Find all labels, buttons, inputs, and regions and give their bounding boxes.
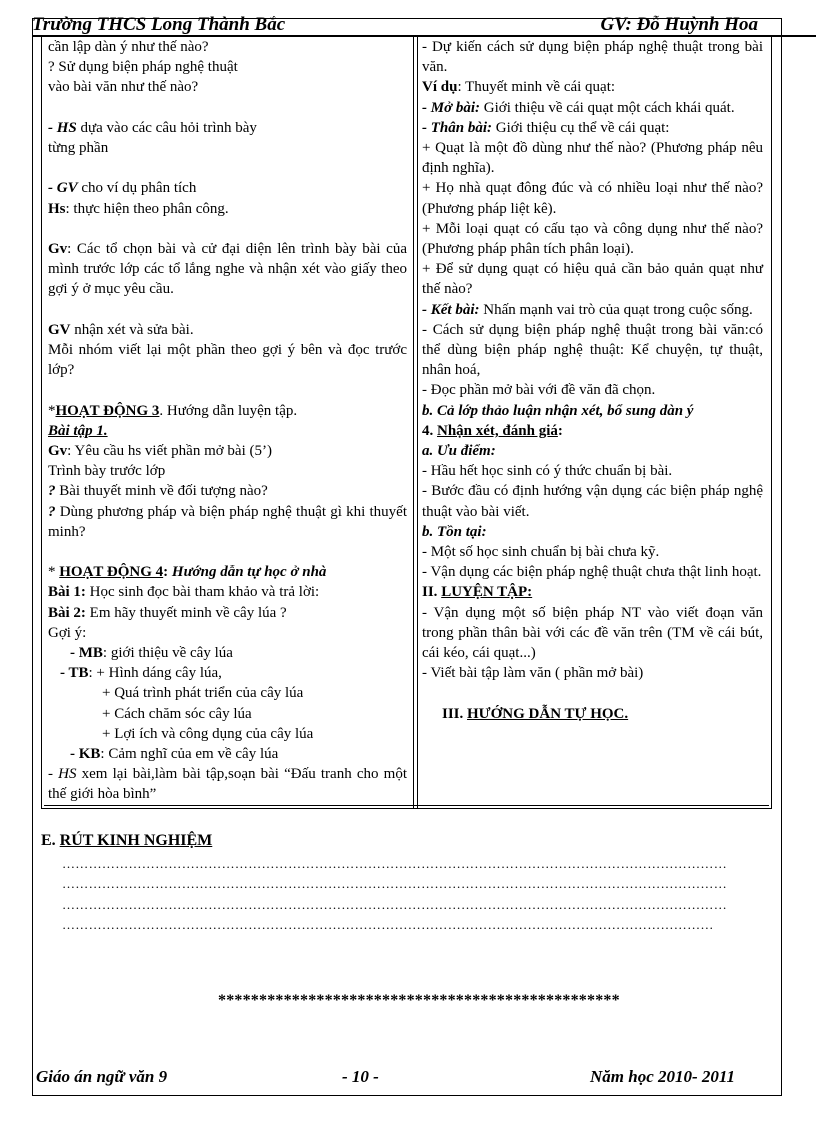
text-line: Hs: thực hiện theo phân công. (48, 200, 229, 217)
practice-heading: II. LUYỆN TẬP: (422, 584, 533, 601)
paragraph: Mỗi nhóm viết lại một phần theo gợi ý bên và đọc trước lớp? (48, 341, 407, 379)
text-line: - Thân bài: Giới thiệu cụ thể về cái quạt: (422, 119, 670, 136)
text-line: + Lợi ích và công dụng của cây lúa (102, 725, 314, 742)
footer-page-number: - 10 - (342, 1067, 379, 1086)
experience-heading: E. RÚT KINH NGHIỆM (41, 832, 213, 849)
evaluation-heading: 4. Nhận xét, đánh giá: (422, 422, 563, 439)
blank-line: …………………………………………………………………………………………………………………………………… (62, 897, 727, 912)
text-line: Gv: Yêu cầu hs viết phần mở bài (5’) (48, 442, 272, 459)
activity-3-heading: *HOẠT ĐỘNG 3. Hướng dẫn luyện tập. (48, 402, 298, 419)
text-line: Gợi ý: (48, 624, 87, 641)
paragraph: - Bước đầu có định hướng vận dụng các biện pháp nghệ thuật vào bài viết. (422, 483, 763, 520)
text-line: vào bài văn như thế nào? (48, 79, 199, 96)
paragraph: - Vận dụng một số biện pháp NT vào viết đoạn văn trong phần thân bài với các đề văn trên (TM về cái bút, cái kéo, cái quạt...) (422, 604, 763, 662)
text-line: Trình bày trước lớp (48, 463, 166, 480)
paragraph: - Kết bài: Nhấn mạnh vai trò của quạt trong cuộc sống. (422, 301, 753, 318)
text-line: b. Cả lớp thảo luận nhận xét, bổ sung dàn ý (422, 402, 694, 419)
blank-line: …………………………………………………………………………………………………………………………………… (62, 856, 727, 871)
teacher-activity-column (42, 36, 414, 808)
paragraph: ? Dùng phương pháp và biện pháp nghệ thuật gì khi thuyết minh? (48, 503, 407, 540)
self-study-heading: III. HƯỚNG DẪN TỰ HỌC. (442, 705, 629, 722)
text-line: a. Ưu điểm: (422, 443, 496, 460)
paragraph: - HS xem lại bài,làm bài tập,soạn bài “Đấu tranh cho một thế giới hòa bình” (48, 766, 407, 803)
text-line: - MB: giới thiệu về cây lúa (70, 645, 233, 661)
text-line: b. Tồn tại: (422, 523, 487, 540)
text-line: - HS dựa vào các câu hỏi trình bày (48, 119, 257, 136)
text-line: - Đọc phần mở bài với đề văn đã chọn. (422, 382, 656, 399)
blank-line: ………………………………………………………………………………………………………………………………… (62, 917, 714, 932)
paragraph: - Mở bài: Giới thiệu về cái quạt một cách khái quát. (422, 99, 735, 116)
footer-subject: Giáo án ngữ văn 9 (36, 1067, 168, 1086)
text-line: - Một số học sinh chuẩn bị bài chưa kỹ. (422, 544, 660, 561)
text-line: + Cách chăm sóc cây lúa (102, 705, 252, 722)
text-line: ? Bài thuyết minh về đối tượng nào? (48, 483, 268, 500)
lesson-table (41, 36, 772, 809)
paragraph: - Cách sử dụng biện pháp nghệ thuật trong bài văn:có thể dùng biện pháp nghệ thuật: Kể chuyện, tự thuật, nhân hoá, (422, 321, 763, 379)
text-line: - Hầu hết học sinh có ý thức chuẩn bị bài. (422, 463, 673, 480)
paragraph: - Dự kiến cách sử dụng biện pháp nghệ thuật trong bài văn. (422, 39, 763, 76)
text-line: Ví dụ: Thuyết minh về cái quạt: (422, 79, 616, 96)
header-teacher: GV: Đỗ Huỳnh Hoa (600, 14, 758, 35)
text-line: Bài 2: Em hãy thuyết minh về cây lúa ? (48, 604, 287, 621)
footer-school-year: Năm học 2010- 2011 (590, 1067, 735, 1086)
separator-stars: ************************************************* (218, 992, 620, 1009)
paragraph: + Mỗi loại quạt có cấu tạo và công dụng như thế nào? (Phương pháp phân tích phân loại). (422, 220, 763, 258)
paragraph: + Để sử dụng quạt có hiệu quả cần bảo quản quạt như thế nào? (422, 261, 763, 298)
header-school: Trường THCS Long Thành Bắc (32, 14, 286, 35)
text-line: Bài 1: Học sinh đọc bài tham khảo và trả lời: (48, 584, 320, 601)
text-line: từng phần (48, 140, 109, 156)
text-line: + Quá trình phát triển của cây lúa (102, 685, 304, 702)
text-line: cần lập dàn ý như thế nào? (48, 39, 209, 55)
content-column (417, 36, 771, 808)
paragraph: + Họ nhà quạt đông đúc và có nhiều loại như thế nào? (Phương pháp liệt kê). (422, 180, 763, 217)
text-line: - Viết bài tập làm văn ( phần mở bài) (422, 665, 644, 682)
text-line: - GV cho ví dụ phân tích (48, 180, 197, 197)
paragraph: - Vận dụng các biện pháp nghệ thuật chưa thật linh hoạt. (422, 564, 762, 581)
paragraph: Gv: Các tổ chọn bài và cử đại diện lên trình bày bài của mình trước lớp các tổ lắng nghe và nhận xét vào giấy theo gợi ý ở mục yêu cầu. (48, 240, 407, 298)
text-line: GV nhận xét và sửa bài. (48, 321, 194, 338)
paragraph: + Quạt là một đồ dùng như thế nào? (Phương pháp nêu định nghĩa). (422, 140, 763, 177)
text-line: - KB: Cảm nghĩ của em về cây lúa (70, 746, 279, 763)
text-line: - TB: + Hình dáng cây lúa, (60, 665, 222, 682)
exercise-1-heading: Bài tập 1. (48, 422, 108, 439)
text-line: ? Sử dụng biện pháp nghệ thuật (48, 59, 238, 76)
activity-4-heading: * HOẠT ĐỘNG 4: Hướng dẫn tự học ở nhà (48, 564, 327, 581)
blank-line: …………………………………………………………………………………………………………………………………… (62, 876, 727, 891)
